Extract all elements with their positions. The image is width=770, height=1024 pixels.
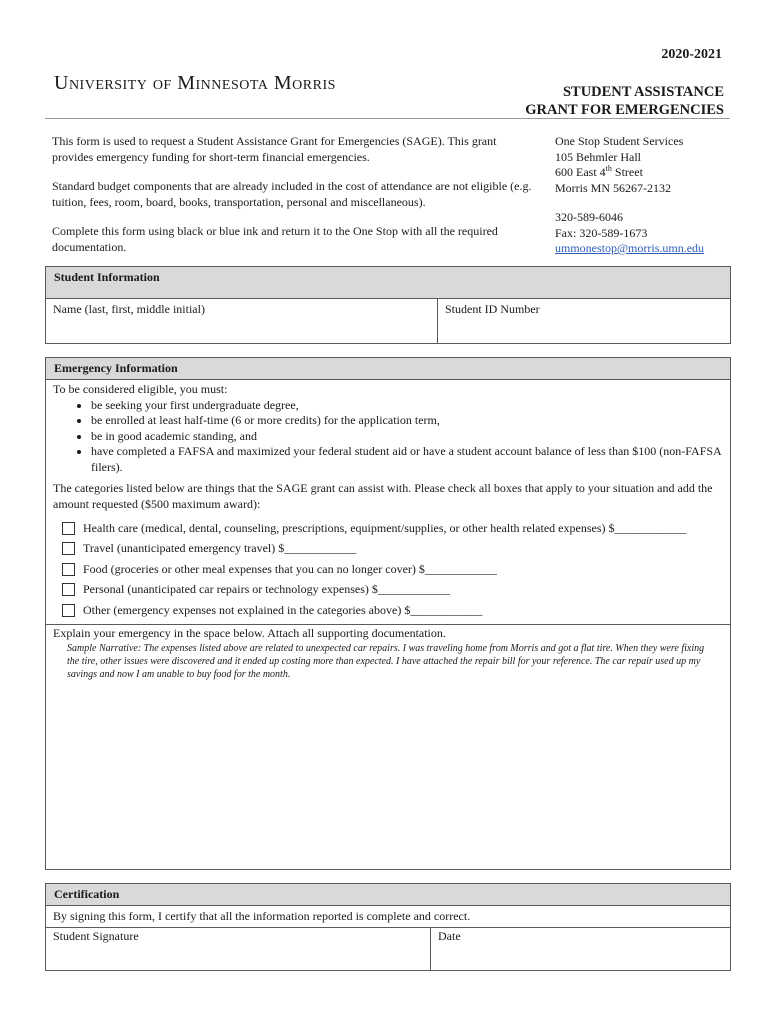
form-title-line-1: STUDENT ASSISTANCE <box>562 84 724 100</box>
contact-street: 600 East 4th Street <box>555 164 643 179</box>
category-label: Food (groceries or other meal expenses that you can no longer cover) $____________ <box>83 561 497 576</box>
emergency-information-heading: Emergency Information <box>46 358 730 380</box>
university-name: University of Minnesota Morris <box>54 72 336 94</box>
contact-office: One Stop Student Services <box>555 134 684 148</box>
contact-phone: 320-589-6046 <box>555 210 623 224</box>
date-label: Date <box>438 929 461 943</box>
emergency-explanation-field[interactable] <box>46 624 730 682</box>
sample-narrative: Sample Narrative: The expenses listed above are related to unexpected car repairs. I was traveling home from Morris and got a flat tire. When they were fixing the tire, other issues were discovered and it ended up costing more than expected. I have attached the repair bill for your reference. The car repair used up my savings and now I am unable to buy food for the month. <box>67 642 705 680</box>
requirement-item: • be enrolled at least half-time (6 or more credits) for the application term, <box>91 413 723 429</box>
eligibility-intro: To be considered eligible, you must: <box>53 382 228 396</box>
category-other <box>46 600 730 621</box>
student-name-label: Name (last, first, middle initial) <box>53 302 205 316</box>
form-title-line-2: GRANT FOR EMERGENCIES <box>525 102 724 118</box>
requirement-item: • have completed a FAFSA and maximized your federal student aid or have a student account balance of less than $100 (non-FAFSA filers). <box>91 444 723 475</box>
travel-checkbox[interactable] <box>62 542 75 555</box>
health-care-checkbox[interactable] <box>62 522 75 535</box>
header-divider <box>45 118 730 119</box>
intro-paragraph-instructions: Complete this form using black or blue ink and return it to the One Stop with all the required documentation. <box>52 224 498 254</box>
requirement-item: • be seeking your first undergraduate degree, <box>91 398 723 414</box>
contact-hall: 105 Behmler Hall <box>555 149 641 164</box>
intro-paragraph-eligibility: Standard budget components that are already included in the cost of attendance are not eligible (e.g. tuition, fees, room, board, books, transportation, personal and miscellaneous). <box>52 179 532 209</box>
category-food <box>46 559 730 580</box>
student-id-label: Student ID Number <box>445 302 540 316</box>
student-id-field[interactable] <box>438 299 730 343</box>
contact-block <box>555 134 745 257</box>
student-signature-field[interactable] <box>46 928 431 970</box>
contact-city: Morris MN 56267-2132 <box>555 180 671 195</box>
student-information-heading: Student Information <box>46 267 730 299</box>
category-travel <box>46 539 730 560</box>
date-field[interactable] <box>431 928 730 970</box>
student-name-field[interactable] <box>46 299 438 343</box>
explanation-label: Explain your emergency in the space below. Attach all supporting documentation. <box>53 625 446 640</box>
category-label: Other (emergency expenses not explained in the categories above) $____________ <box>83 602 483 617</box>
contact-fax: Fax: 320-589-1673 <box>555 225 648 240</box>
food-checkbox[interactable] <box>62 563 75 576</box>
intro-text <box>52 134 532 269</box>
emergency-information-section <box>45 357 731 870</box>
category-personal <box>46 580 730 601</box>
category-label: Travel (unanticipated emergency travel) $____________ <box>83 541 357 556</box>
certification-section <box>45 883 731 971</box>
intro-paragraph-purpose: This form is used to request a Student Assistance Grant for Emergencies (SAGE). This grant provides emergency funding for short-term financial emergencies. <box>52 134 497 164</box>
signature-label: Student Signature <box>53 929 139 943</box>
form-year: 2020-2021 <box>661 47 722 62</box>
personal-checkbox[interactable] <box>62 583 75 596</box>
certification-heading: Certification <box>46 884 730 906</box>
certification-statement: By signing this form, I certify that all the information reported is complete and correct. <box>46 906 730 928</box>
form-title <box>470 83 724 119</box>
category-label: Personal (unanticipated car repairs or technology expenses) $____________ <box>83 582 450 597</box>
categories-intro: The categories listed below are things that the SAGE grant can assist with. Please check all boxes that apply to your situation and add the amount requested ($500 maximum award): <box>53 481 713 511</box>
eligibility-requirements-list <box>53 398 723 476</box>
category-health-care <box>46 518 730 539</box>
other-checkbox[interactable] <box>62 604 75 617</box>
student-information-section <box>45 266 731 344</box>
contact-email-link[interactable]: ummonestop@morris.umn.edu <box>555 241 705 255</box>
requirement-item: • be in good academic standing, and <box>91 429 723 445</box>
category-label: Health care (medical, dental, counseling, prescriptions, equipment/supplies, or other health related expenses) $____________ <box>83 520 687 535</box>
